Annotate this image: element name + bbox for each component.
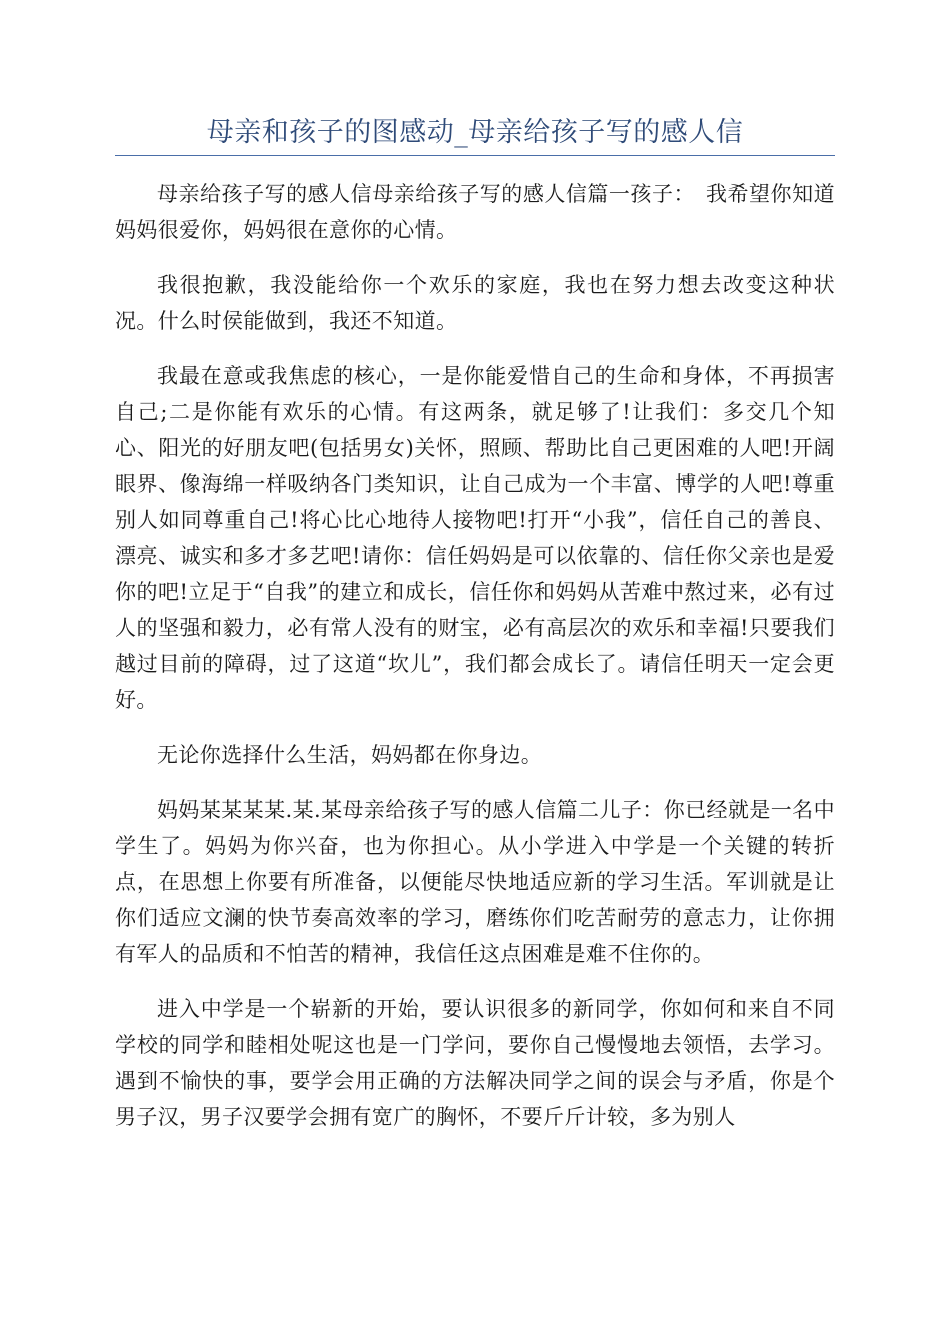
paragraph: 进入中学是一个崭新的开始，要认识很多的新同学，你如何和来自不同学校的同学和睦相处呢这也是一门学问，要你自己慢慢地去领悟，去学习。遇到不愉快的事，要学会用正确的方法解决同学之间的误会与矛盾，你是个男子汉，男子汉要学会拥有宽广的胸怀，不要斤斤计较，多为别人: [115, 997, 835, 1129]
paragraph: 妈妈某某某某.某.某母亲给孩子写的感人信篇二儿子：你已经就是一名中学生了。妈妈为你兴奋，也为你担心。从小学进入中学是一个关键的转折点，在思想上你要有所准备，以便能尽快地适应新的学习生活。军训就是让你们适应文澜的快节奏高效率的学习，磨练你们吃苦耐劳的意志力，让你拥有军人的品质和不怕苦的精神，我信任这点困难是难不住你的。: [115, 798, 835, 966]
document-body: [115, 176, 835, 1154]
document-title: 母亲和孩子的图感动_母亲给孩子写的感人信: [206, 117, 744, 148]
title-underline: [115, 155, 835, 156]
paragraph: 我很抱歉，我没能给你一个欢乐的家庭，我也在努力想去改变这种状况。什么时侯能做到，我还不知道。: [115, 273, 835, 333]
paragraph: 无论你选择什么生活，妈妈都在你身边。: [157, 743, 543, 767]
paragraph: 我最在意或我焦虑的核心，一是你能爱惜自己的生命和身体，不再损害自己;二是你能有欢乐的心情。有这两条，就足够了!让我们：多交几个知心、阳光的好朋友吧(包括男女)关怀，照顾、帮助比自己更困难的人吧!开阔眼界、像海绵一样吸纳各门类知识，让自己成为一个丰富、博学的人吧!尊重别人如同尊重自己!将心比心地待人接物吧!打开“小我”，信任自己的善良、漂亮、诚实和多才多艺吧!请你：信任妈妈是可以依靠的、信任你父亲也是爱你的吧!立足于“自我”的建立和成长，信任你和妈妈从苦难中熬过来，必有过人的坚强和毅力，必有常人没有的财宝，必有高层次的欢乐和幸福!只要我们越过目前的障碍，过了这道“坎儿”，我们都会成长了。请信任明天一定会更好。: [115, 364, 835, 712]
paragraph: 母亲给孩子写的感人信母亲给孩子写的感人信篇一孩子： 我希望你知道妈妈很爱你，妈妈很在意你的心情。: [115, 182, 835, 242]
